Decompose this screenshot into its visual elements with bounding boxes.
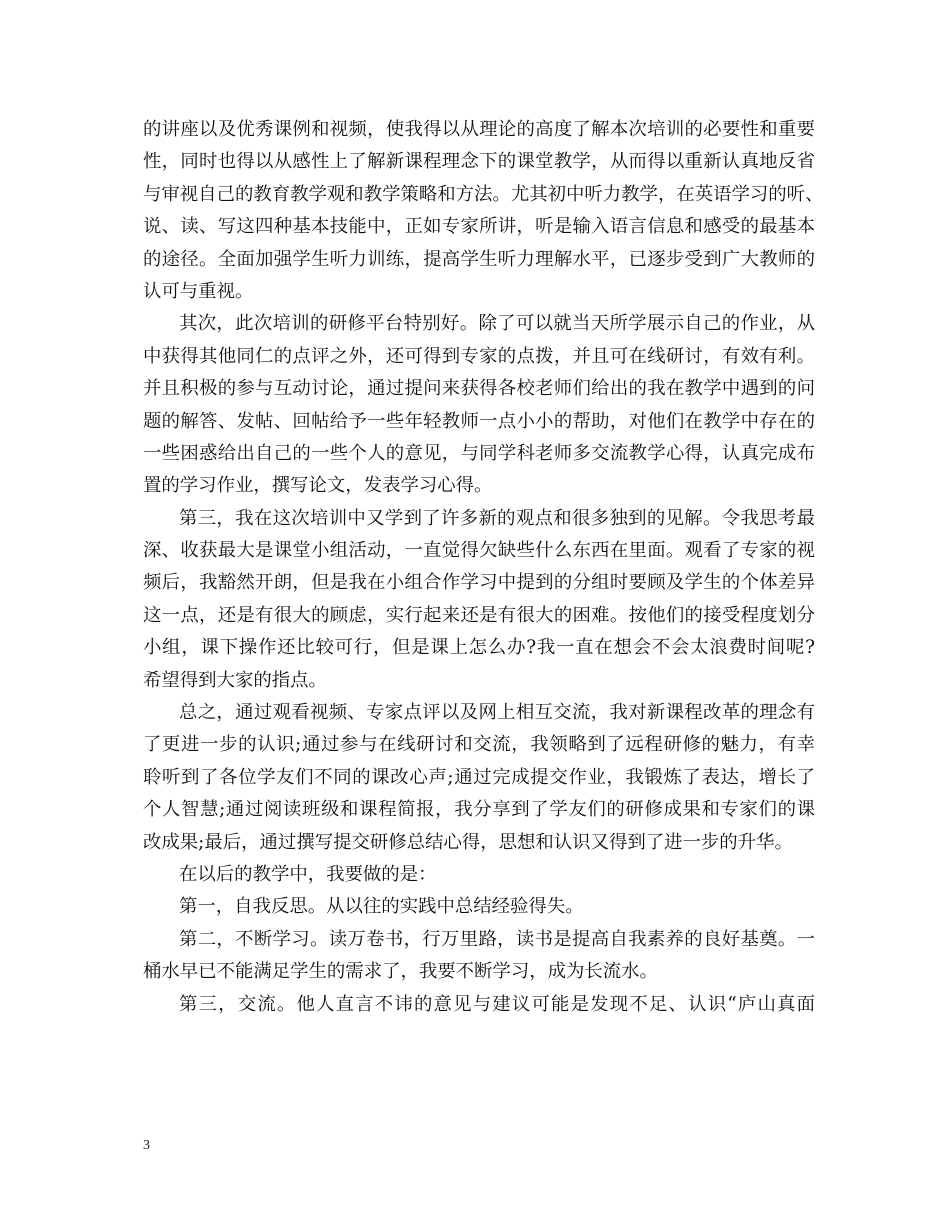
text-line: 其次，此次培训的研修平台特别好。除了可以就当天所学展示自己的作业，从: [179, 313, 815, 335]
text-line: 第二，不断学习。读万卷书，行万里路，读书是提高自我素养的良好基奠。一: [179, 928, 815, 950]
text-line: 的途径。全面加强学生听力训练，提高学生听力理解水平，已逐步受到广大教师的: [143, 248, 815, 270]
text-line: 认可与重视。: [143, 280, 254, 302]
text-line: 题的解答、发帖、回帖给予一些年轻教师一点小小的帮助，对他们在教学中存在的: [143, 410, 815, 432]
text-line: 第一，自我反思。从以往的实践中总结经验得失。: [179, 896, 584, 918]
text-line: 与审视自己的教育教学观和教学策略和方法。尤其初中听力教学，在英语学习的听、: [143, 183, 824, 205]
body-text: [143, 114, 824, 1021]
text-line: 总之，通过观看视频、专家点评以及网上相互交流，我对新课程改革的理念有: [179, 702, 815, 724]
text-line: 中获得其他同仁的点评之外，还可得到专家的点拨，并且可在线研讨，有效有利。: [143, 345, 815, 367]
text-line: 桶水早已不能满足学生的需求了，我要不断学习，成为长流水。: [143, 961, 658, 983]
text-line: 个人智慧;通过阅读班级和课程简报，我分享到了学友们的研修成果和专家们的课: [143, 799, 815, 821]
text-line: 聆听到了各位学友们不同的课改心声;通过完成提交作业，我锻炼了表达，增长了: [143, 766, 815, 788]
text-line: 的讲座以及优秀课例和视频，使我得以从理论的高度了解本次培训的必要性和重要: [143, 119, 815, 140]
text-line: 小组，课下操作还比较可行，但是课上怎么办?我一直在想会不会太浪费时间呢?: [143, 637, 815, 659]
text-line: 置的学习作业，撰写论文，发表学习心得。: [143, 475, 493, 497]
text-line: 第三，我在这次培训中又学到了许多新的观点和很多独到的见解。令我思考最: [179, 507, 815, 529]
page-number: 3: [143, 1138, 150, 1153]
text-line: 了更进一步的认识;通过参与在线研讨和交流，我领略到了远程研修的魅力，有幸: [143, 734, 815, 756]
text-line: 并且积极的参与互动讨论，通过提问来获得各校老师们给出的我在教学中遇到的问: [143, 378, 815, 400]
text-line: 深、收获最大是课堂小组活动，一直觉得欠缺些什么东西在里面。观看了专家的视: [143, 540, 815, 562]
text-line: 性，同时也得以从感性上了解新课程理念下的课堂教学，从而得以重新认真地反省: [143, 151, 815, 173]
text-line: 这一点，还是有很大的顾虑，实行起来还是有很大的困难。按他们的接受程度划分: [143, 604, 815, 626]
text-line: 说、读、写这四种基本技能中，正如专家所讲，听是输入语言信息和感受的最基本: [143, 216, 815, 238]
text-line: 改成果;最后，通过撰写提交研修总结心得，思想和认识又得到了进一步的升华。: [143, 831, 793, 853]
text-line: 一些困惑给出自己的一些个人的意见，与同学科老师多交流教学心得，认真完成布: [143, 442, 815, 464]
text-line: 第三，交流。他人直言不讳的意见与建议可能是发现不足、认识“庐山真面: [179, 993, 815, 1015]
text-line: 希望得到大家的指点。: [143, 669, 327, 691]
text-line: 频后，我豁然开朗，但是我在小组合作学习中提到的分组时要顾及学生的个体差异: [143, 572, 815, 594]
text-line: 在以后的教学中，我要做的是：: [179, 863, 437, 885]
